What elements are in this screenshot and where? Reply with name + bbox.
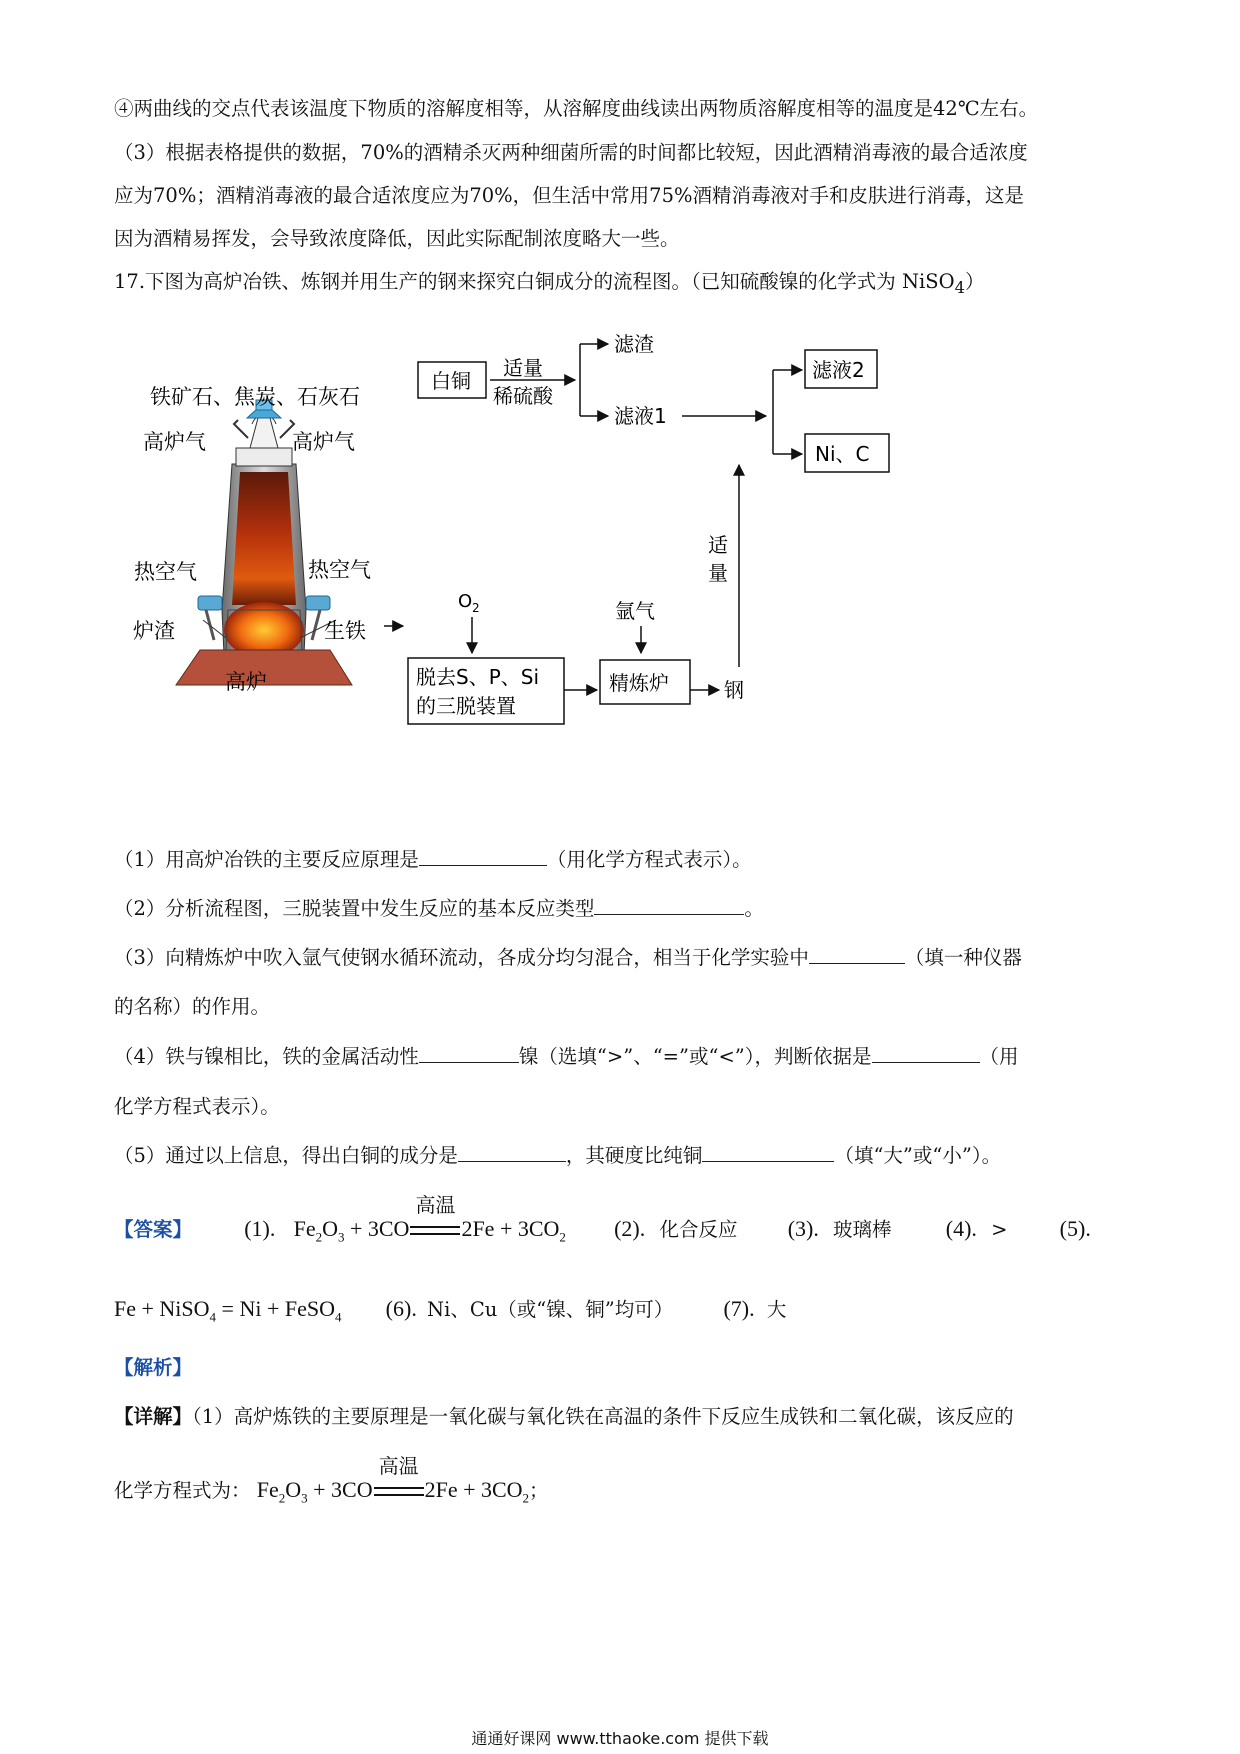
argon-label: 氩气 [615,599,655,623]
oxygen-label: O [458,591,473,612]
answer-6-text: Ni、Cu（或“镍、铜”均可） [427,1298,674,1321]
answer-5-equation: Fe + NiSO$_4$ = Ni + FeSO$_4$ [114,1296,342,1325]
answer-2-text: 化合反应 [659,1218,738,1241]
q1-answer-blank[interactable] [419,845,547,866]
question-1 [114,845,1134,875]
q3-answer-blank[interactable] [809,943,905,964]
filtrate1-label: 滤液1 [614,404,667,428]
answer-4-text: > [991,1218,1008,1241]
answer-3-text: 玻璃棒 [833,1218,892,1241]
answer-1-equation: $Fe_2O_3 + 3CO$ 高温 $2Fe + 3CO_2$ [294,1216,566,1241]
question-4 [114,1042,1134,1072]
flow-diagram [0,320,1240,790]
answer-6-number: (6). [385,1296,417,1321]
q4-middle: 镍（选填“>”、“=”或“<”），判断依据是 [518,1045,872,1068]
answer-7-number: (7). [723,1296,755,1321]
answer-1-number: (1). [244,1216,276,1241]
analysis-formula-line [114,1454,1134,1513]
q5-middle: ，其硬度比纯铜 [565,1144,703,1167]
q5-suffix: （填“大”或“小”）。 [834,1144,1002,1167]
ni-c-label: Ni、C [815,442,870,466]
question-17-stem [114,267,1134,303]
reagent-label-line2: 稀硫酸 [493,384,553,408]
refiner-label: 精炼炉 [609,671,669,695]
answer-5-number: (5). [1059,1216,1091,1241]
q2-suffix: 。 [744,897,764,920]
detail-label: 【详解】 [114,1405,193,1428]
equation-condition: 高温 [415,1193,456,1217]
stem-subscript: 4 [954,277,965,297]
answer-label: 【答案】 [114,1218,193,1241]
blast-gas-right-label: 高炉气 [292,430,355,454]
q3-suffix: （填一种仪器 [904,946,1022,969]
q4-suffix: （用 [979,1045,1019,1068]
oxygen-subscript: 2 [472,601,480,615]
blast-gas-left-label: 高炉气 [143,430,206,454]
hot-air-left-label: 热空气 [134,560,197,584]
stem-text: 17.下图为高炉冶铁、炼钢并用生产的钢来探究白铜成分的流程图。（已知硫酸镍的化学式为 NiSO [114,270,955,293]
question-3 [114,943,1134,973]
analysis-detail [114,1402,1134,1432]
white-copper-label: 白铜 [431,369,471,393]
furnace-inputs-label: 铁矿石、焦炭、石灰石 [150,385,360,409]
analysis-equation: $Fe_2O_3 + 3CO$ 高温 $2Fe + 3CO_2$ [257,1477,529,1502]
vertical-label-bottom: 量 [708,561,728,585]
steel-label: 钢 [724,678,744,702]
answer-3-number: (3). [787,1216,819,1241]
analysis-label: 【解析】 [114,1356,193,1379]
q3-text: （3）向精炼炉中吹入氩气使钢水循环流动，各成分均匀混合，相当于化学实验中 [114,946,809,969]
text-line-4: 因为酒精易挥发，会导致浓度降低，因此实际配制浓度略大一些。 [114,227,680,250]
q1-suffix: （用化学方程式表示）。 [546,848,752,871]
desulf-device-line1: 脱去S、P、Si [416,665,540,689]
detail-text: （1）高炉炼铁的主要原理是一氧化碳与氧化铁在高温的条件下反应生成铁和二氧化碳，该反应的 [192,1405,1014,1428]
slag-label: 炉渣 [133,619,175,643]
formula-intro: 化学方程式为： [114,1479,251,1502]
q4-text: （4）铁与镍相比，铁的金属活动性 [114,1045,419,1068]
filtrate2-label: 滤液2 [812,358,865,382]
text-line-1: ④两曲线的交点代表该温度下物质的溶解度相等，从溶解度曲线读出两物质溶解度相等的温度是42℃左右。 [114,97,1039,120]
question-2 [114,894,1134,924]
q1-text: （1）用高炉冶铁的主要反应原理是 [114,848,419,871]
q4-answer-blank-1[interactable] [419,1042,519,1063]
answer-7-text: 大 [766,1298,787,1321]
analysis-heading [114,1353,1134,1383]
text-line-3: 应为70%；酒精消毒液的最合适浓度应为70%，但生活中常用75%酒精消毒液对手和皮肤进行消毒，这是 [114,184,1025,207]
analysis-equation-condition: 高温 [378,1454,419,1478]
answer-4-number: (4). [945,1216,977,1241]
pig-iron-label: 生铁 [324,619,366,643]
hot-air-right-label: 热空气 [308,558,371,582]
reagent-label-line1: 适量 [503,356,543,380]
page-footer: 通通好课网 www.tthaoke.com 提供下载 [471,1729,769,1748]
formula-end: ； [529,1479,549,1502]
q5-text: （5）通过以上信息，得出白铜的成分是 [114,1144,458,1167]
desulf-device-line2: 的三脱装置 [416,694,516,718]
answer-line-1 [114,1193,1134,1252]
q2-answer-blank[interactable] [594,894,744,915]
q5-answer-blank-1[interactable] [458,1141,566,1162]
answer-line-2 [114,1294,1134,1332]
text-line-2: （3）根据表格提供的数据，70%的酒精杀灭两种细菌所需的时间都比较短，因此酒精消毒液的最合适浓度 [114,141,1028,164]
question-5 [114,1141,1134,1171]
stem-close: ） [964,270,985,293]
furnace-label: 高炉 [225,670,267,694]
residue-label: 滤渣 [614,332,654,356]
q2-text: （2）分析流程图，三脱装置中发生反应的基本反应类型 [114,897,595,920]
vertical-label-top: 适 [708,533,728,557]
answer-2-number: (2). [614,1216,646,1241]
q4-answer-blank-2[interactable] [872,1042,980,1063]
question-3-cont: 的名称）的作用。 [114,995,271,1018]
q5-answer-blank-2[interactable] [702,1141,834,1162]
question-4-cont: 化学方程式表示）。 [114,1095,280,1118]
